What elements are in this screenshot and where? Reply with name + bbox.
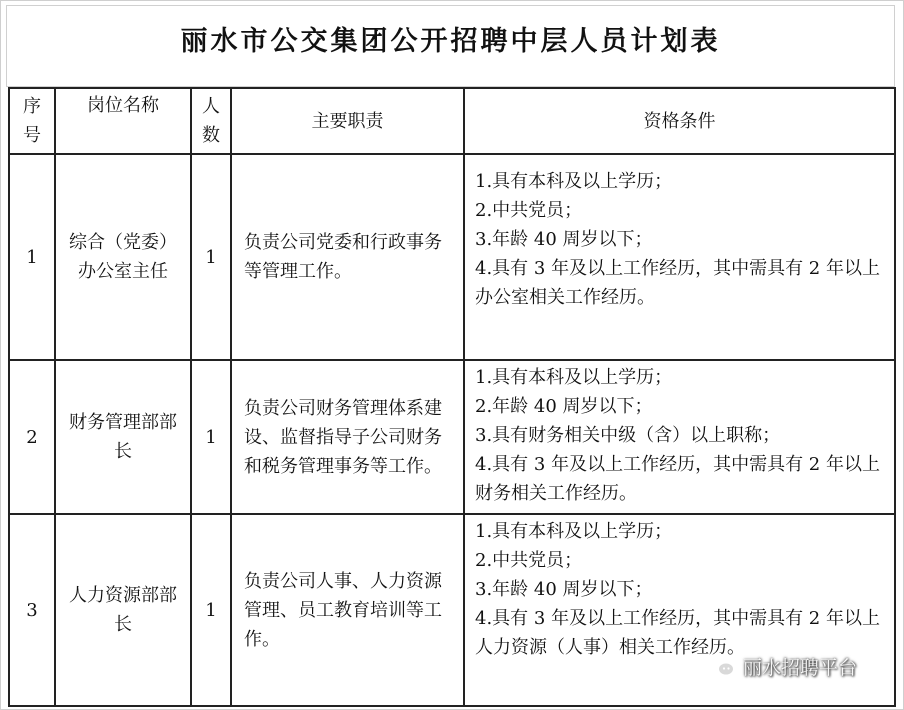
row-serial-no: 3 — [9, 514, 55, 706]
row-requirements — [464, 154, 895, 360]
page-title: 丽水市公交集团公开招聘中层人员计划表 — [180, 25, 721, 57]
row-headcount: 1 — [191, 360, 231, 514]
row-post-name: 人力资源部部长 — [55, 514, 191, 706]
row-requirements — [464, 360, 895, 514]
row-duties: 负责公司财务管理体系建设、监督指导子公司财务和税务管理事务等工作。 — [231, 360, 464, 514]
row-serial-no: 2 — [9, 360, 55, 514]
table-header-row — [9, 88, 895, 154]
requirement-item: 4.具有 3 年及以上工作经历，其中需具有 2 年以上财务相关工作经历。 — [475, 454, 880, 504]
header-serial-no-2: 号 — [23, 125, 41, 146]
watermark-text: 丽水招聘平台 — [743, 657, 858, 679]
requirement-item: 2.中共党员； — [475, 550, 583, 571]
row-post-name: 综合（党委）办公室主任 — [55, 154, 191, 360]
row-post-name: 财务管理部部长 — [55, 360, 191, 514]
requirement-item: 4.具有 3 年及以上工作经历，其中需具有 2 年以上办公室相关工作经历。 — [475, 258, 880, 308]
row-duties: 负责公司人事、人力资源管理、员工教育培训等工作。 — [231, 514, 464, 706]
table-row — [9, 360, 895, 514]
requirement-item: 1.具有本科及以上学历； — [475, 521, 673, 542]
header-serial-no-1: 序 — [23, 96, 41, 117]
header-requirements: 资格条件 — [464, 88, 895, 154]
header-headcount-1: 人 — [202, 96, 220, 117]
requirement-item: 1.具有本科及以上学历； — [475, 367, 673, 388]
requirement-item: 4.具有 3 年及以上工作经历，其中需具有 2 年以上人力资源（人事）相关工作经历。 — [475, 608, 880, 658]
table-row — [9, 154, 895, 360]
title-box — [6, 5, 895, 87]
recruitment-plan-table — [8, 87, 896, 707]
requirement-item: 3.年龄 40 周岁以下； — [475, 229, 653, 250]
row-headcount: 1 — [191, 514, 231, 706]
watermark — [707, 653, 857, 680]
wechat-icon — [707, 655, 737, 679]
requirement-item: 2.中共党员； — [475, 200, 583, 221]
row-headcount: 1 — [191, 154, 231, 360]
requirement-item: 1.具有本科及以上学历； — [475, 171, 673, 192]
header-headcount-2: 数 — [202, 125, 220, 146]
header-headcount — [191, 88, 231, 154]
row-duties: 负责公司党委和行政事务等管理工作。 — [231, 154, 464, 360]
requirement-item: 3.具有财务相关中级（含）以上职称； — [475, 425, 781, 446]
header-post-name: 岗位名称 — [55, 88, 191, 154]
requirement-item: 2.年龄 40 周岁以下； — [475, 396, 653, 417]
header-serial-no — [9, 88, 55, 154]
row-serial-no: 1 — [9, 154, 55, 360]
requirement-item: 3.年龄 40 周岁以下； — [475, 579, 653, 600]
header-duties: 主要职责 — [231, 88, 464, 154]
